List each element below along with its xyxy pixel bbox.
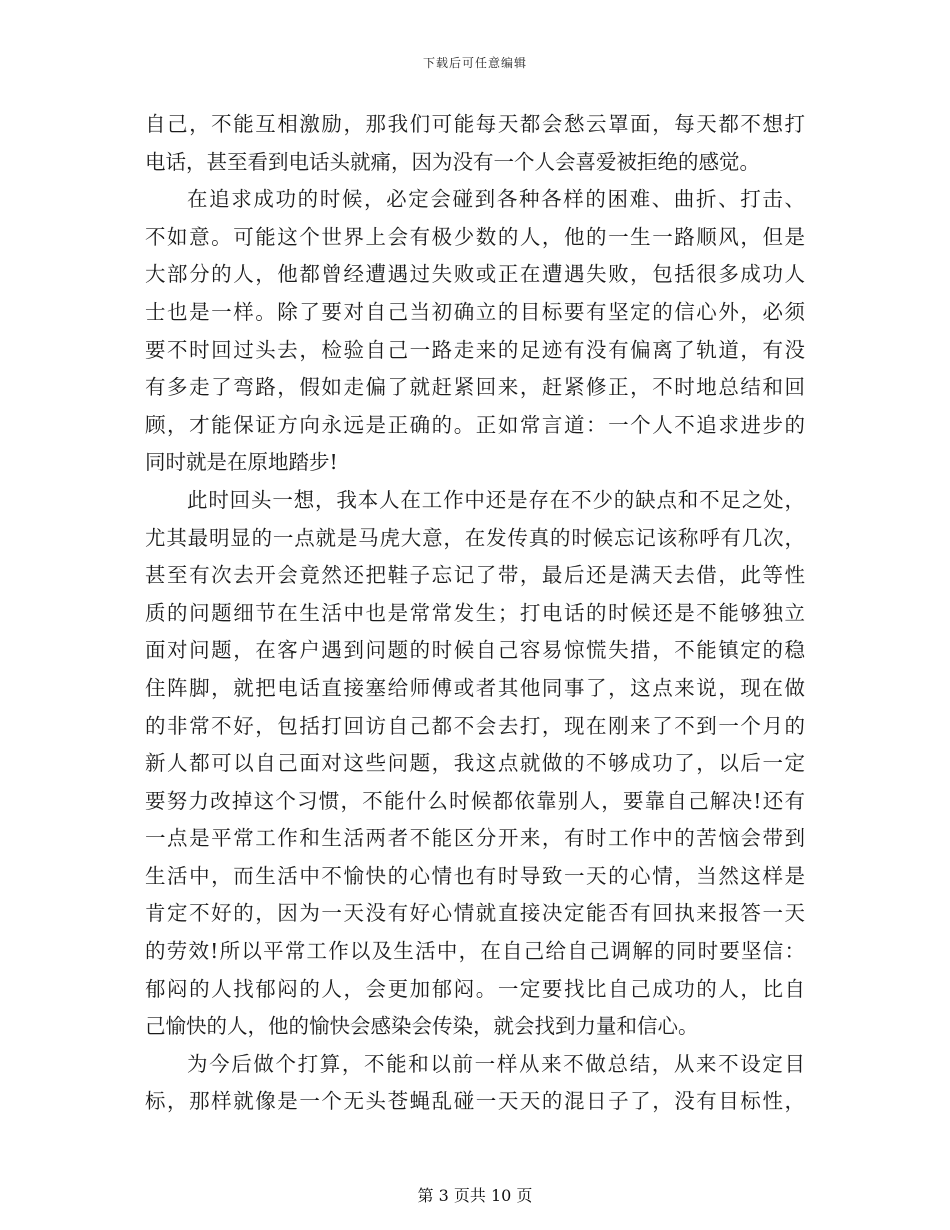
paragraph-first-line: 在追求成功的时候，必定会碰到各种各样的困难、曲折、打击、 [187,187,805,212]
text-line: 要不时回过头去，检验自己一路走来的足迹有没有偏离了轨道，有没 [145,337,805,362]
paragraph-first-line: 为今后做个打算，不能和以前一样从来不做总结，从来不设定目 [187,1051,805,1076]
page-footer: 第 3 页共 10 页 [417,1186,533,1205]
text-line: 有多走了弯路，假如走偏了就赶紧回来，赶紧修正，不时地总结和回 [145,375,805,400]
text-line: 一点是平常工作和生活两者不能区分开来，有时工作中的苦恼会带到 [145,826,805,851]
text-line: 士也是一样。除了要对自己当初确立的目标要有坚定的信心外，必须 [145,299,805,324]
body-text [145,106,805,1121]
text-line: 住阵脚，就把电话直接塞给师傅或者其他同事了，这点来说，现在做 [145,675,805,700]
text-line: 尤其最明显的一点就是马虎大意，在发传真的时候忘记该称呼有几次， [145,525,805,550]
text-line: 郁闷的人找郁闷的人，会更加郁闷。一定要找比自己成功的人，比自 [145,976,805,1001]
text-line: 要努力改掉这个习惯，不能什么时候都依靠别人，要靠自己解决!还有 [145,788,805,813]
text-line: 质的问题细节在生活中也是常常发生；打电话的时候还是不能够独立 [145,600,805,625]
text-line: 标，那样就像是一个无头苍蝇乱碰一天天的混日子了，没有目标性， [145,1089,805,1114]
page-header: 下载后可任意编辑 [422,56,527,70]
text-line: 顾，才能保证方向永远是正确的。正如常言道：一个人不追求进步的 [145,412,805,437]
text-line: 己愉快的人，他的愉快会感染会传染，就会找到力量和信心。 [145,1014,699,1039]
text-line: 不如意。可能这个世界上会有极少数的人，他的一生一路顺风，但是 [145,224,805,249]
text-line: 的劳效!所以平常工作以及生活中，在自己给自己调解的同时要坚信： [145,939,805,964]
text-line: 的非常不好，包括打回访自己都不会去打，现在刚来了不到一个月的 [145,713,805,738]
text-line: 电话，甚至看到电话头就痛，因为没有一个人会喜爱被拒绝的感觉。 [145,149,760,174]
text-line: 自己，不能互相激励，那我们可能每天都会愁云罩面，每天都不想打 [145,112,805,136]
text-line: 甚至有次去开会竟然还把鞋子忘记了带，最后还是满天去借，此等性 [145,563,805,588]
paragraph-first-line: 此时回头一想，我本人在工作中还是存在不少的缺点和不足之处， [187,487,805,512]
text-line: 同时就是在原地踏步! [145,450,338,475]
text-line: 新人都可以自己面对这些问题，我这点就做的不够成功了，以后一定 [145,751,805,776]
text-line: 肯定不好的，因为一天没有好心情就直接决定能否有回执来报答一天 [145,901,805,926]
text-line: 生活中，而生活中不愉快的心情也有时导致一天的心情，当然这样是 [145,863,805,888]
text-line: 面对问题，在客户遇到问题的时候自己容易惊慌失措，不能镇定的稳 [145,638,805,663]
text-line: 大部分的人，他都曾经遭遇过失败或正在遭遇失败，包括很多成功人 [145,262,805,287]
